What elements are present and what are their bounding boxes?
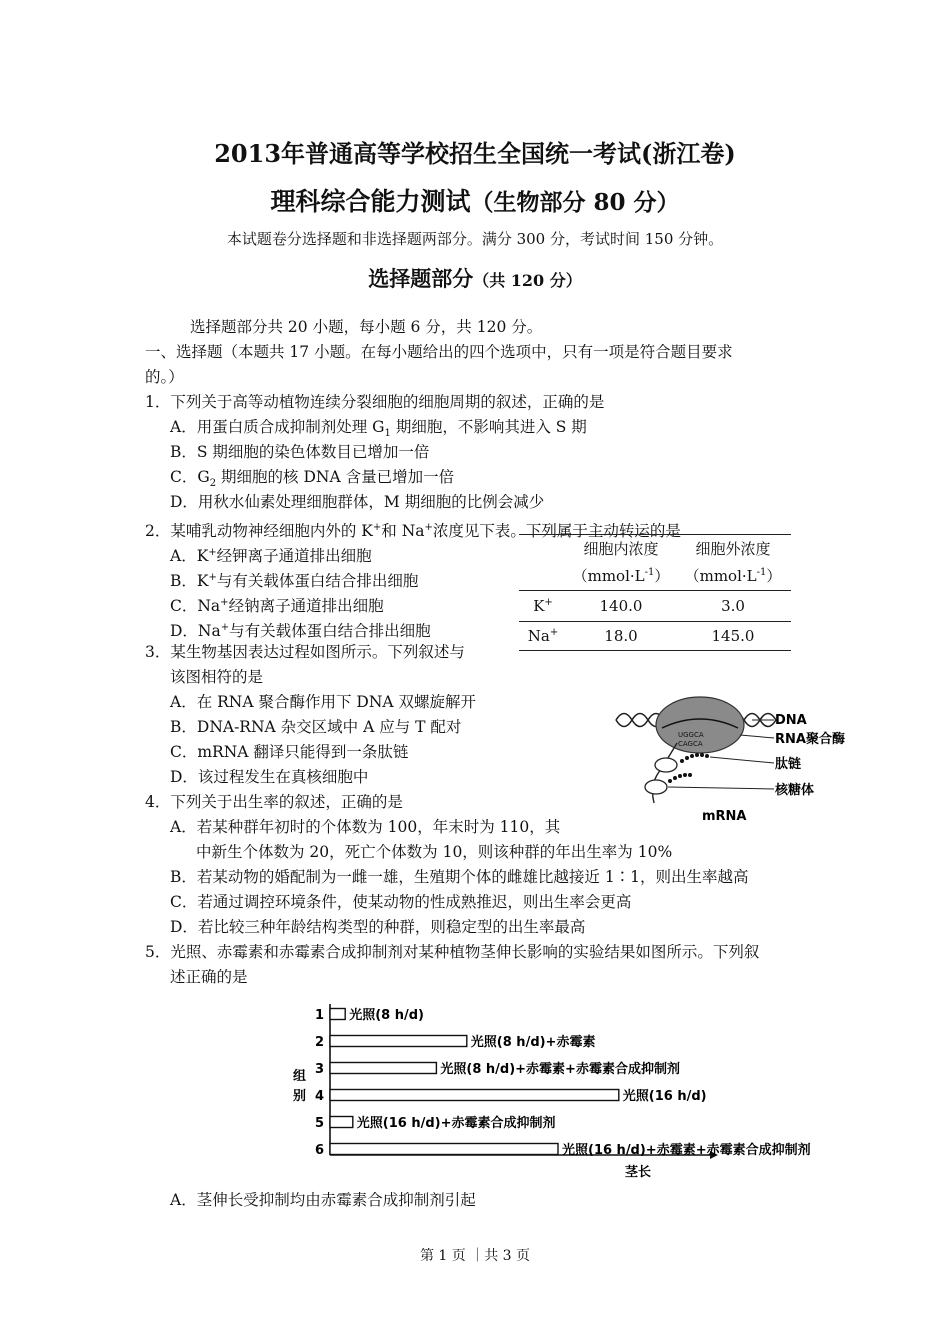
q4-option-d: D．若比较三种年龄结构类型的种群，则稳定型的出生率最高 [170,918,586,936]
section-title-text: 选择题部分 [368,266,474,291]
gene-expression-diagram [612,695,862,825]
subtitle-main: 理科综合能力测试 [270,187,471,216]
q2-d-1: D．Na [170,622,221,641]
exam-subtitle [0,182,950,218]
exam-title: 2013年普通高等学校招生全国统一考试(浙江卷) [214,139,736,168]
sup: + [208,547,217,558]
table-top-rule [519,534,791,535]
unit-1: （mmol·L [684,567,757,586]
section-title [0,263,950,293]
bars-group [315,1007,811,1158]
col-inside-header: 细胞内浓度 [583,539,659,558]
q4-option-a-line-2: 中新生个体数为 20，死亡个体数为 10，则该种群的年出生率为 10% [196,843,673,861]
part-heading-line-1: 一、选择题（本题共 17 小题。在每小题给出的四个选项中，只有一项是符合题目要求 [145,343,733,361]
page-footer: 第 1 页 ｜共 3 页 [419,1248,531,1264]
col-inside-unit [567,562,675,590]
q5-stem-line-1: 5．光照、赤霉素和赤霉素合成抑制剂对某种植物茎伸长影响的实验结果如图所示。下列叙 [145,943,760,961]
label-mrna: mRNA [702,809,747,824]
q2-b-1: B．K [170,572,209,591]
category-tick-6: 6 [315,1143,325,1158]
q2-d-2: 与有关载体蛋白结合排出细胞 [229,622,431,641]
q4-option-a-line-1: A．若某种群年初时的个体数为 100，年末时为 110，其 [170,818,561,836]
ribosome-1 [655,758,677,772]
sup: + [549,626,559,638]
section-score: （共 120 分） [473,271,582,290]
concentration-table [519,534,791,651]
q1-a-text-2: 期细胞，不影响其进入 S 期 [390,418,587,436]
q4-stem: 4．下列关于出生率的叙述，正确的是 [145,793,403,811]
q1-c-text-2: 期细胞的核 DNA 含量已增加一倍 [216,468,455,486]
label-peptide: 肽链 [775,757,802,772]
y-axis-label: 组别 [293,1069,307,1104]
label-rna-polymerase: RNA聚合酶 [775,732,845,747]
ion-na: Na [527,626,550,645]
q3-stem-line-2: 该图相符的是 [170,668,264,686]
part-heading-line-2: 的。） [145,368,184,386]
category-tick-3: 3 [315,1062,325,1077]
sup: + [372,522,382,533]
q2-a-2: 经钾离子通道排出细胞 [216,547,372,566]
stem-length-chart [285,1000,811,1180]
bar-label-5: 光照(16 h/d)+赤霉素合成抑制剂 [356,1116,556,1131]
row-na-inside: 18.0 [604,626,638,645]
exam-note: 本试题卷分选择题和非选择题两部分。满分 300 分，考试时间 150 分钟。 [226,230,724,248]
bar-group-1 [330,1009,345,1020]
q1-option-d: D．用秋水仙素处理细胞群体，M 期细胞的比例会减少 [170,493,545,511]
q2-a-1: A．K [170,547,209,566]
q2-stem-1: 2．某哺乳动物神经细胞内外的 K [145,522,373,541]
unit-2: ） [654,567,670,586]
sup: + [544,596,553,608]
subtitle-part: （生物部分 80 分） [470,189,680,216]
q2-c-2: 经钠离子通道排出细胞 [228,597,384,616]
q3-stem-line-1: 3．某生物基因表达过程如图所示。下列叙述与 [145,643,465,661]
q2-stem-3: 浓度见下表。下列属于主动转运的是 [432,522,681,541]
row-k-inside: 140.0 [599,596,643,615]
sequence-1: UGGCA [678,731,704,739]
q3-option-a: A．在 RNA 聚合酶作用下 DNA 双螺旋解开 [170,693,477,711]
label-dna: DNA [775,713,807,728]
category-tick-1: 1 [315,1008,325,1023]
unit-2: ） [766,567,782,586]
bar-group-5 [330,1117,353,1128]
q4-option-c: C．若通过调控环境条件，使某动物的性成熟推迟，则出生率会更高 [170,893,632,911]
q5-option-a: A．茎伸长受抑制均由赤霉素合成抑制剂引起 [170,1191,476,1209]
q1-c-text-1: C．G [170,468,210,486]
sequence-2: CAGCA [678,740,703,748]
label-ribosome: 核糖体 [775,783,815,798]
q2-b-2: 与有关载体蛋白结合排出细胞 [216,572,419,591]
q1-c-sub: 2 [209,478,217,490]
category-tick-4: 4 [315,1089,325,1104]
q1-option-b: B．S 期细胞的染色体数目已增加一倍 [170,443,430,461]
unit-sup: -1 [644,567,655,579]
bar-label-3: 光照(8 h/d)+赤霉素+赤霉素合成抑制剂 [440,1062,680,1077]
q3-option-d: D．该过程发生在真核细胞中 [170,768,369,786]
col-outside-header: 细胞外浓度 [695,539,771,558]
row-na-outside: 145.0 [711,626,755,645]
category-tick-2: 2 [315,1035,325,1050]
q1-a-sub: 1 [384,428,391,440]
ribosome-2 [645,780,667,794]
row-na-ion [519,621,567,650]
q3-option-b: B．DNA-RNA 杂交区域中 A 应与 T 配对 [170,718,462,736]
x-axis-label: 茎长 [625,1165,652,1180]
row-k-ion [519,590,567,621]
q1-a-text-1: A．用蛋白质合成抑制剂处理 G [170,418,385,436]
bar-label-2: 光照(8 h/d)+赤霉素 [470,1035,596,1050]
bar-label-6: 光照(16 h/d)+赤霉素+赤霉素合成抑制剂 [562,1143,811,1158]
q3-option-c: C．mRNA 翻译只能得到一条肽链 [170,743,409,761]
q4-option-b: B．若某动物的婚配制为一雌一雄，生殖期个体的雌雄比越接近 1∶1，则出生率越高 [170,868,749,886]
sup: + [220,597,229,608]
q2-c-1: C．Na [170,597,221,616]
bar-group-2 [330,1036,467,1047]
bar-label-1: 光照(8 h/d) [349,1008,424,1023]
bar-label-4: 光照(16 h/d) [622,1089,707,1104]
unit-1: （mmol·L [572,567,645,586]
unit-sup: -1 [756,567,767,579]
sup: + [208,572,217,583]
ion-k: K [533,596,545,615]
q1-stem: 1．下列关于高等动植物连续分裂细胞的细胞周期的叙述，正确的是 [145,393,605,411]
category-tick-5: 5 [315,1116,325,1131]
row-k-outside: 3.0 [721,596,745,615]
sup: + [220,622,230,633]
q5-stem-line-2: 述正确的是 [170,968,248,986]
bar-group-3 [330,1063,436,1074]
q2-stem-2: 和 Na [381,522,425,541]
bar-group-6 [330,1144,558,1155]
bar-group-4 [330,1090,619,1101]
sup: + [424,522,433,533]
col-outside-unit [675,562,791,590]
section-intro: 选择题部分共 20 小题，每小题 6 分，共 120 分。 [190,318,543,336]
